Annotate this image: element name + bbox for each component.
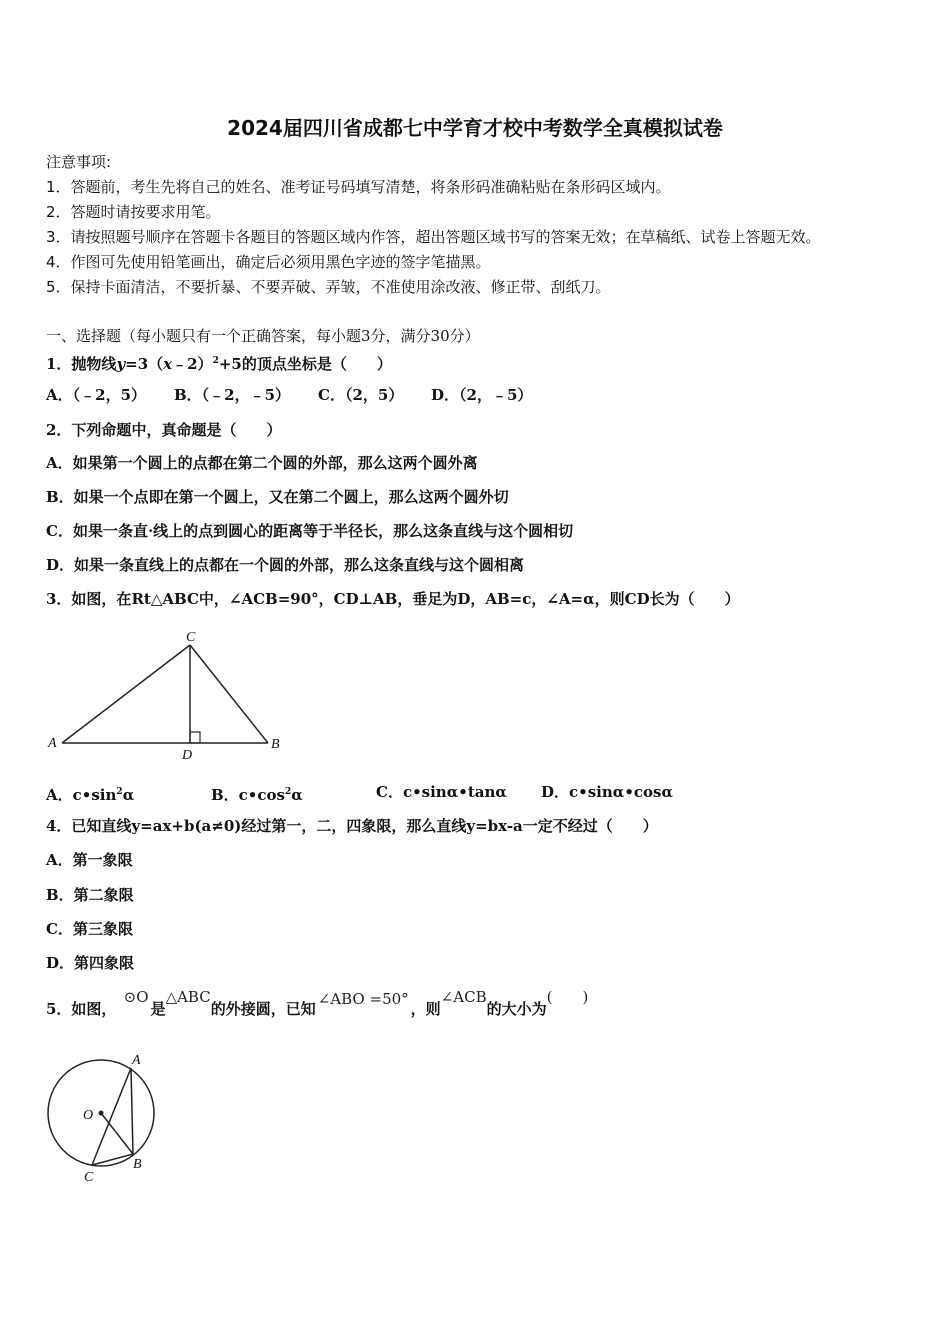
q2-option-c: C．如果一条直·线上的点到圆心的距离等于半径长，那么这条直线与这个圆相切 xyxy=(46,522,574,540)
q5-text: 是 xyxy=(150,1000,166,1018)
q1-option-b: B．（﹣2，﹣5） xyxy=(174,386,291,404)
q5-angle-abo: ∠ABO =50° xyxy=(317,990,409,1008)
q1-option-a: A．（﹣2，5） xyxy=(46,386,147,404)
label-o: O xyxy=(83,1108,94,1123)
circle-figure xyxy=(40,1050,170,1190)
q1-var: x xyxy=(163,355,173,373)
right-triangle-figure xyxy=(40,625,290,765)
notice-item: 4．作图可先使用铅笔画出，确定后必须用黑色字迹的签字笔描黑。 xyxy=(46,253,491,271)
q4-option-d: D．第四象限 xyxy=(46,954,135,972)
q1-text: =3（ xyxy=(125,355,164,373)
q3-option-b-exp: 2 xyxy=(284,787,292,797)
page-title: 2024届四川省成都七中学育才校中考数学全真模拟试卷 xyxy=(227,116,723,140)
label-b: B xyxy=(133,1157,142,1172)
question-2-stem: 2．下列命题中，真命题是（ ） xyxy=(46,421,282,439)
q4-option-a: A．第一象限 xyxy=(46,851,133,869)
q3-option-a-tail: α xyxy=(122,786,135,804)
q5-text: ，则 xyxy=(410,1000,441,1018)
question-3-stem: 3．如图，在Rt△ABC中，∠ACB=90°，CD⊥AB，垂足为D，AB=c，∠A=α，则CD长为（ ） xyxy=(46,590,740,608)
q1-text: 1．抛物线 xyxy=(46,355,117,373)
q1-text: ﹣2） xyxy=(172,355,213,373)
q3-option-a-exp: 2 xyxy=(116,787,123,797)
side-cb xyxy=(190,645,268,743)
question-5-stem xyxy=(46,988,589,1019)
q2-option-d: D．如果一条直线上的点都在一个圆的外部，那么这条直线与这个圆相离 xyxy=(46,556,525,574)
notice-item: 5．保持卡面清洁，不要折暴、不要弄破、弄皱，不准使用涂改液、修正带、刮纸刀。 xyxy=(46,278,611,296)
q3-option-b-text: B．c•cos xyxy=(211,786,285,804)
chord-ac xyxy=(92,1068,131,1165)
q1-var: y xyxy=(116,355,126,373)
chord-ab xyxy=(131,1068,133,1154)
q5-triangle: △ABC xyxy=(165,988,211,1006)
question-4-stem: 4．已知直线y=ax+b(a≠0)经过第一，二，四象限，那么直线y=bx-a一定不经过（ ） xyxy=(46,817,658,835)
q5-answer-paren: ( ) xyxy=(546,988,589,1006)
notice-heading: 注意事项: xyxy=(46,153,112,171)
q1-exponent: 2 xyxy=(212,356,219,366)
label-c: C xyxy=(186,630,196,645)
notice-item: 3．请按照题号顺序在答题卡各题目的答题区域内作答，超出答题区域书写的答案无效；在草稿纸、试卷上答题无效。 xyxy=(46,228,821,246)
q4-option-b: B．第二象限 xyxy=(46,886,134,904)
side-ac xyxy=(62,645,190,743)
q3-option-a-text: A．c•sin xyxy=(46,786,117,804)
q5-text: 5．如图， xyxy=(46,1000,117,1018)
q5-angle-acb: ∠ACB xyxy=(440,988,487,1006)
q3-option-a xyxy=(46,782,134,805)
notice-item: 2．答题时请按要求用笔。 xyxy=(46,203,221,221)
q5-text: 的大小为 xyxy=(486,1000,547,1018)
label-a: A xyxy=(132,1053,141,1068)
q2-option-b: B．如果一个点即在第一个圆上，又在第二个圆上，那么这两个圆外切 xyxy=(46,488,509,506)
q3-option-c: C．c•sinα•tanα xyxy=(376,783,507,801)
q3-option-b-tail: α xyxy=(291,786,303,804)
section-heading: 一、选择题（每小题只有一个正确答案，每小题3分，满分30分） xyxy=(46,327,480,345)
center-point xyxy=(99,1111,104,1116)
q4-option-c: C．第三象限 xyxy=(46,920,133,938)
q5-circle-o: ⊙O xyxy=(123,988,149,1006)
question-1-stem xyxy=(46,351,392,374)
q5-text: 的外接圆，已知 xyxy=(210,1000,316,1018)
q1-text: +5的顶点坐标是（ ） xyxy=(218,355,392,373)
q1-option-d: D．（2，﹣5） xyxy=(431,386,533,404)
label-b: B xyxy=(271,737,280,752)
label-a: A xyxy=(48,736,57,751)
q3-option-d: D．c•sinα•cosα xyxy=(541,783,674,801)
label-c: C xyxy=(84,1170,94,1185)
notice-item: 1．答题前，考生先将自己的姓名、准考证号码填写清楚，将条形码准确粘贴在条形码区域内。 xyxy=(46,178,671,196)
right-angle-mark xyxy=(190,732,200,743)
label-d: D xyxy=(182,748,193,763)
q3-option-b xyxy=(211,782,303,805)
q2-option-a: A．如果第一个圆上的点都在第二个圆的外部，那么这两个圆外离 xyxy=(46,454,478,472)
radius-ob xyxy=(101,1113,133,1154)
q1-option-c: C．（2，5） xyxy=(318,386,404,404)
